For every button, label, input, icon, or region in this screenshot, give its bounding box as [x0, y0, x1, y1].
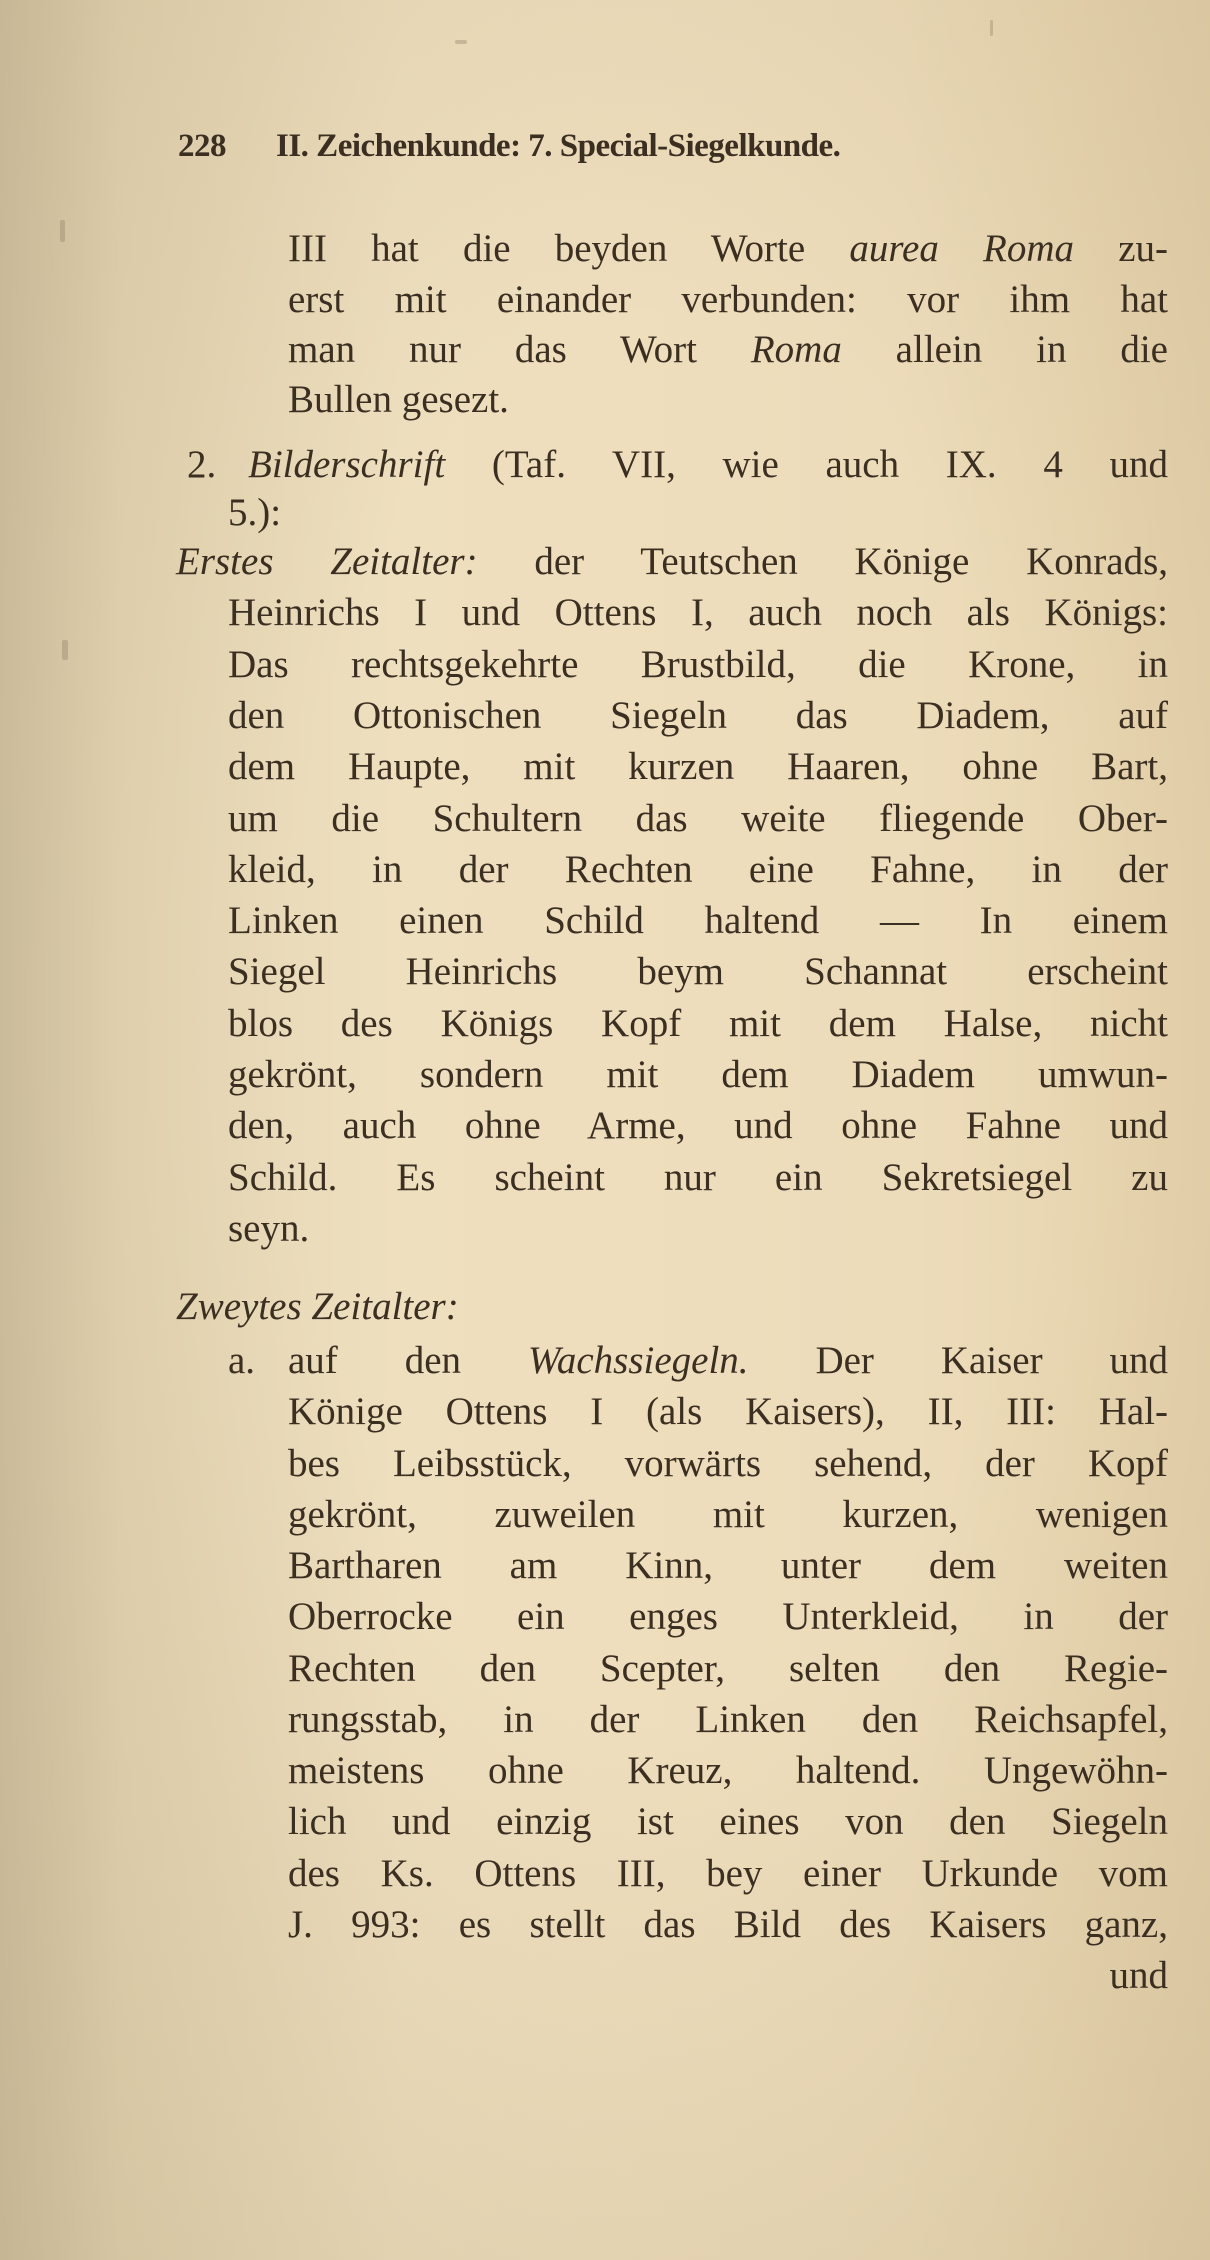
text-line [288, 1899, 1168, 1951]
text-line [228, 487, 1168, 539]
text-segment: kleid, in der Rechten eine Fahne, in der [228, 847, 1168, 891]
text-segment: blos des Königs Kopf mit dem Halse, nicht [228, 1001, 1168, 1045]
text-line [288, 223, 1168, 275]
text-line [288, 1489, 1168, 1541]
text-segment: 5.): [228, 491, 282, 534]
text-segment: um die Schultern das weite fliegende Ober- [228, 796, 1168, 840]
text-line [228, 639, 1168, 691]
text-line [288, 374, 1168, 426]
text-segment: man nur das Wort [288, 328, 751, 371]
text-line [288, 1540, 1168, 1592]
text-line [288, 1796, 1168, 1848]
text-line [288, 1335, 1168, 1387]
paper-speck [990, 20, 993, 36]
text-line [228, 844, 1168, 896]
text-segment: seyn. [228, 1206, 310, 1250]
text-line [228, 793, 1168, 845]
text-line [228, 998, 1168, 1050]
text-segment: auf den [288, 1339, 528, 1382]
text-line [228, 895, 1168, 947]
list-marker: a. [228, 1339, 256, 1382]
text-line [288, 1386, 1168, 1438]
text-segment: Das rechtsgekehrte Brustbild, die Krone, in [228, 642, 1168, 686]
text-segment: des Ks. Ottens III, bey einer Urkunde vom [288, 1851, 1168, 1895]
text-segment: Linken einen Schild haltend — In einem [228, 899, 1168, 943]
text-line [288, 1643, 1168, 1695]
text-segment: III hat die beyden Worte [288, 227, 850, 270]
text-line [288, 1950, 1168, 2002]
running-title: II. Zeichenkunde: 7. Special-Siegelkunde. [276, 128, 841, 164]
text-segment: gekrönt, sondern mit dem Diadem umwun- [228, 1053, 1168, 1096]
text-line [176, 536, 1168, 588]
text-segment: bes Leibsstück, vorwärts sehend, der Kopf [288, 1441, 1168, 1485]
text-segment: zu- [1074, 227, 1168, 270]
text-segment: Bartharen am Kinn, unter dem weiten [288, 1544, 1168, 1587]
text-segment: erst mit einander verbunden: vor ihm hat [288, 278, 1168, 321]
text-segment: meistens ohne Kreuz, haltend. Ungewöhn- [288, 1749, 1168, 1792]
text-line [288, 1745, 1168, 1797]
text-line [228, 587, 1168, 639]
italic-text: Zweytes Zeitalter: [176, 1285, 459, 1328]
text-segment: gekrönt, zuweilen mit kurzen, wenigen [288, 1492, 1168, 1536]
list-marker: 2. [187, 443, 217, 486]
text-line [228, 1100, 1168, 1152]
text-line [288, 1848, 1168, 1900]
text-segment: rungsstab, in der Linken den Reichsapfel, [288, 1697, 1168, 1741]
italic-text: Roma [750, 328, 842, 371]
paper-speck [455, 40, 467, 44]
text-segment: Siegel Heinrichs beym Schannat erscheint [228, 950, 1168, 994]
text-line [228, 1049, 1168, 1101]
text-segment: (Taf. VII, wie auch IX. 4 und [445, 443, 1168, 486]
paper-speck [60, 220, 65, 242]
text-segment: und [1109, 1954, 1168, 1997]
page-number: 228 [178, 128, 226, 164]
text-line [288, 1591, 1168, 1643]
italic-text: Wachssiegeln. [527, 1339, 749, 1382]
text-line [288, 274, 1168, 326]
text-segment: Heinrichs I und Ottens I, auch noch als Königs: [228, 591, 1168, 635]
text-segment: den, auch ohne Arme, und ohne Fahne und [228, 1104, 1168, 1148]
text-line [228, 741, 1168, 793]
italic-text: Erstes Zeitalter: [176, 540, 478, 583]
text-segment: Bullen gesezt. [288, 378, 509, 421]
text-segment: Schild. Es scheint nur ein Sekretsiegel zu [228, 1155, 1168, 1199]
text-line [288, 1694, 1168, 1746]
text-segment: Der Kaiser und [748, 1339, 1169, 1382]
text-segment: der Teutschen Könige Konrads, [477, 540, 1168, 583]
text-segment: dem Haupte, mit kurzen Haaren, ohne Bart, [228, 745, 1168, 789]
text-segment: Oberrocke ein enges Unterkleid, in der [288, 1595, 1168, 1639]
text-segment: allein in die [841, 328, 1168, 371]
text-segment: lich und einzig ist eines von den Siegeln [288, 1800, 1168, 1844]
text-line [228, 946, 1168, 998]
italic-text: aurea Roma [849, 227, 1075, 270]
text-line [288, 1438, 1168, 1490]
text-segment: Könige Ottens I (als Kaisers), II, III: Hal- [288, 1390, 1168, 1434]
text-segment: J. 993: es stellt das Bild des Kaisers ganz, [288, 1902, 1168, 1946]
text-line [288, 324, 1168, 376]
text-segment: den Ottonischen Siegeln das Diadem, auf [228, 693, 1168, 737]
italic-text: Bilderschrift [248, 443, 446, 486]
text-line [248, 439, 1168, 491]
text-line [228, 1152, 1168, 1204]
text-segment: Rechten den Scepter, selten den Regie- [288, 1646, 1168, 1690]
text-line [228, 690, 1168, 742]
paper-speck [62, 640, 68, 660]
running-header [178, 128, 840, 165]
text-line [228, 1203, 1168, 1255]
text-line [176, 1281, 1168, 1333]
